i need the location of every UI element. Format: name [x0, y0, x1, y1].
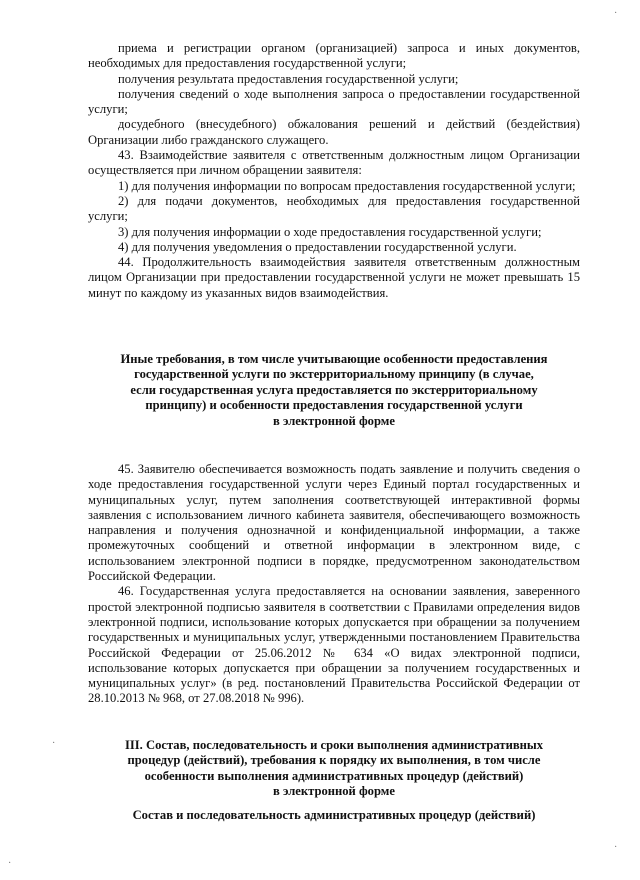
list-item: 1) для получения информации по вопросам предоставления государственной услуги;: [118, 178, 576, 193]
paragraph: получения результата предоставления государственной услуги;: [118, 71, 459, 86]
scan-dot: ·: [614, 842, 618, 853]
heading-line: Иные требования, в том числе учитывающие особенности предоставления: [120, 352, 548, 366]
heading-line: в электронной форме: [273, 784, 395, 799]
section-heading-other-requirements: [88, 352, 580, 429]
paragraph-46: 46. Государственная услуга предоставляется на основании заявления, заверенного простой электронной подписью заявителя в соответствии с Правилами определения видов электронной подписи, использование которых допускается при обращении за получением государственных и муниципальных услуг, утвержденными постановлением Правительства Российской Федерации от 25.06.2012 № 634 «О видах электронной подписи, использование которых допускается при обращении за получением государственных и муниципальных услуг» (в ред. постановлений Правительства Российской Федерации от 28.10.2013 № 968, от 27.08.2018 № 996).: [88, 584, 580, 706]
heading-line: государственной услуги по экстерриториальному принципу (в случае,: [134, 367, 534, 382]
heading-line: процедур (действий), требования к порядку их выполнения, в том числе: [127, 753, 541, 768]
heading-line: особенности выполнения административных процедур (действий): [144, 768, 524, 783]
list-item: 4) для получения уведомления о предоставлении государственной услуги.: [118, 239, 517, 254]
heading-line: III. Состав, последовательность и сроки выполнения административных: [124, 738, 544, 752]
heading-line: принципу) и особенности предоставления государственной услуги: [145, 398, 523, 413]
list-item: 2) для подачи документов, необходимых для предоставления государственной услуги;: [88, 193, 580, 224]
section-heading-iii: [88, 738, 580, 800]
heading-line: в электронной форме: [273, 413, 395, 428]
paragraph-44: 44. Продолжительность взаимодействия заявителя ответственным должностным лицом Организации при предоставлении государственной услуги не может превышать 15 минут по каждому из указанных видов взаимодействия.: [88, 255, 580, 300]
scan-dot: ·: [52, 738, 56, 749]
text-block-top: [88, 41, 580, 301]
paragraph: получения сведений о ходе выполнения запроса о предоставлении государственной услуги;: [88, 86, 580, 117]
paragraph-43: 43. Взаимодействие заявителя с ответственным должностным лицом Организации осуществляется при личном обращении заявителя:: [88, 148, 580, 178]
heading-line: если государственная услуга предоставляется по экстерриториальному: [130, 382, 538, 397]
scan-dot: ·: [614, 8, 618, 19]
heading-line: Состав и последовательность административных процедур (действий): [132, 808, 536, 822]
paragraph: досудебного (внесудебного) обжалования решений и действий (бездействия) Организации либо гражданского служащего.: [88, 117, 580, 147]
subsection-heading: [88, 808, 580, 823]
list-item: 3) для получения информации о ходе предоставления государственной услуги;: [118, 224, 542, 239]
text-block-middle: [88, 462, 580, 707]
paragraph: приема и регистрации органом (организацией) запроса и иных документов, необходимых для предоставления государственной услуги;: [88, 41, 580, 71]
paragraph-45: 45. Заявителю обеспечивается возможность подать заявление и получить сведения о ходе предоставления государственной услуги через Единый портал государственных и муниципальных услуг, путем заполнения соответствующей интерактивной формы заявления с использованием личного кабинета заявителя, обеспечивающего возможность направления и получения однозначной и конфиденциальной информации, а также промежуточных сообщений и ответной информации в электронном виде, с использованием электронной подписи в порядке, предусмотренном законодательством Российской Федерации.: [88, 462, 580, 584]
scan-dot: ·: [8, 858, 12, 869]
